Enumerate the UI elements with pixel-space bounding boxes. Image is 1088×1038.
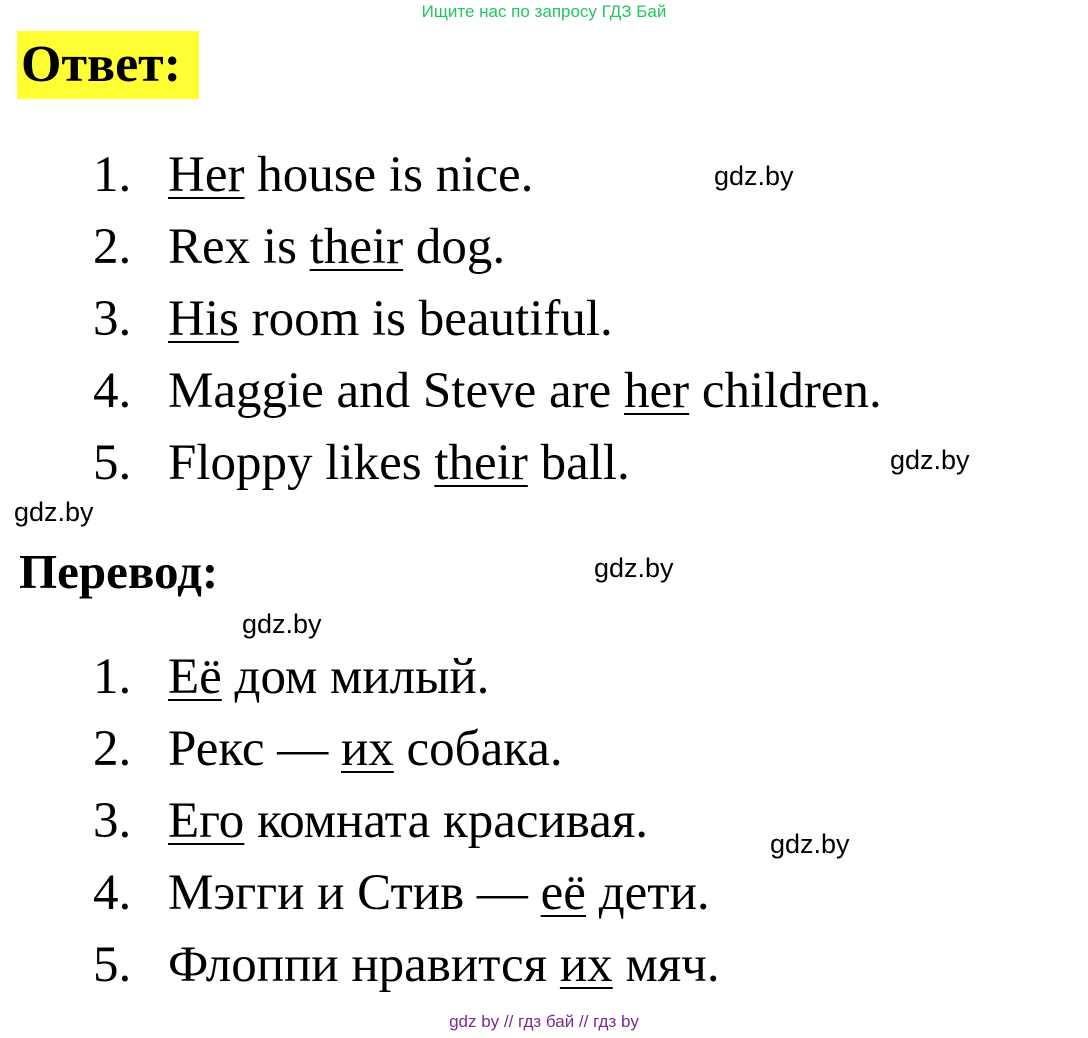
sentence <box>168 211 505 283</box>
footer-watermark: gdz by // гдз бай // гдз by <box>449 1012 639 1031</box>
sentence <box>168 355 882 427</box>
sentence <box>168 857 710 929</box>
text-before: Maggie and Steve are <box>168 363 624 419</box>
underlined-word: её <box>540 865 586 921</box>
sentence <box>168 139 533 211</box>
sentence <box>168 929 720 1001</box>
item-number: 5. <box>93 937 132 993</box>
text-before: Флоппи нравится <box>168 937 560 993</box>
underlined-word: их <box>340 721 394 777</box>
underlined-word: Её <box>168 649 222 705</box>
watermark: gdz.by <box>770 829 850 859</box>
text-after: room is beautiful. <box>238 291 613 347</box>
item-number: 5. <box>93 435 132 491</box>
top-banner: Ищите нас по запросу ГДЗ Бай <box>421 2 667 21</box>
sentence <box>168 713 563 785</box>
underlined-word: Его <box>168 793 245 849</box>
sentence <box>168 427 630 499</box>
underlined-word: Her <box>168 147 245 203</box>
item-number: 1. <box>93 649 132 705</box>
watermark: gdz.by <box>890 445 970 475</box>
text-after: дети. <box>585 865 710 921</box>
underlined-word: her <box>624 363 690 419</box>
underlined-word: their <box>434 435 528 491</box>
sentence <box>168 641 489 713</box>
underlined-word: their <box>309 219 404 275</box>
item-number: 1. <box>93 147 132 203</box>
watermark: gdz.by <box>594 553 674 583</box>
watermark: gdz.by <box>242 609 322 639</box>
text-after: мяч. <box>612 937 720 993</box>
translation-heading: Перевод: <box>19 544 219 599</box>
item-number: 4. <box>93 865 132 921</box>
text-after: комната красивая. <box>244 793 649 849</box>
text-after: собака. <box>393 721 563 777</box>
text-after: house is nice. <box>244 147 534 203</box>
item-number: 2. <box>93 721 132 777</box>
underlined-word: His <box>168 291 239 347</box>
item-number: 3. <box>93 291 132 347</box>
item-number: 2. <box>93 219 132 275</box>
text-before: Rex is <box>168 219 310 275</box>
sentence <box>168 785 648 857</box>
item-number: 3. <box>93 793 132 849</box>
item-number: 4. <box>93 363 132 419</box>
answer-heading: Ответ: <box>17 31 199 99</box>
underlined-word: их <box>559 937 613 993</box>
text-after: дом милый. <box>221 649 490 705</box>
text-after: dog. <box>403 219 506 275</box>
text-after: ball. <box>527 435 630 491</box>
text-before: Рекс — <box>168 721 341 777</box>
sentence <box>168 283 613 355</box>
watermark: gdz.by <box>714 161 794 191</box>
text-after: children. <box>689 363 882 419</box>
text-before: Floppy likes <box>168 435 435 491</box>
text-before: Мэгги и Стив — <box>168 865 541 921</box>
watermark: gdz.by <box>14 497 94 527</box>
